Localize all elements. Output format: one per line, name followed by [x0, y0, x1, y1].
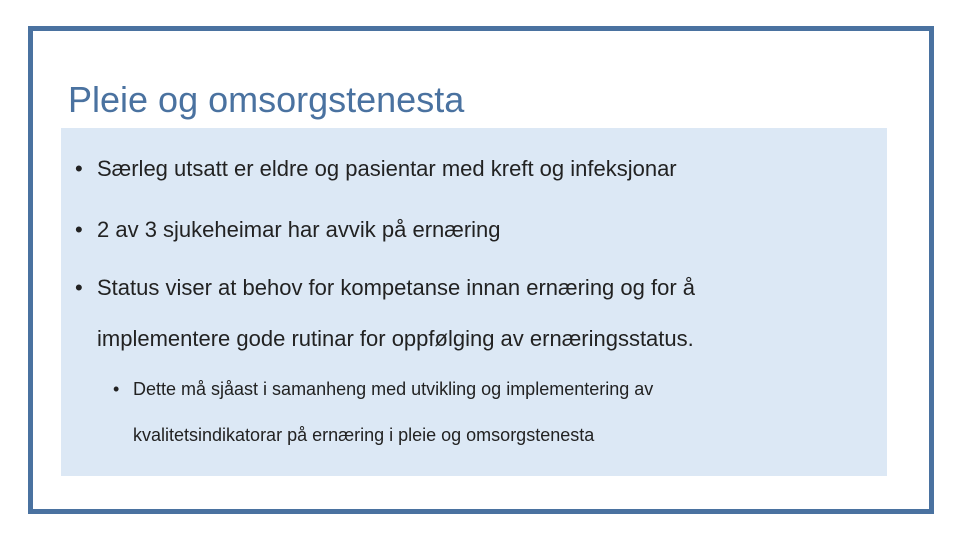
- sub-bullet-text: Dette må sjåast i samanheng med utvikling og implementering av: [133, 379, 654, 399]
- slide-title: Pleie og omsorgstenesta: [68, 79, 465, 120]
- sub-bullet-item: [113, 379, 653, 400]
- bullet-glyph: •: [75, 156, 83, 181]
- bullet-item: [75, 156, 677, 182]
- sub-bullet-text-continuation: kvalitetsindikatorar på ernæring i pleie og omsorgstenesta: [133, 425, 595, 445]
- bullet-text: 2 av 3 sjukeheimar har avvik på ernæring: [97, 217, 501, 242]
- bullet-glyph: •: [113, 379, 120, 399]
- content-box: [61, 128, 887, 476]
- bullet-glyph: •: [75, 217, 83, 242]
- bullet-item: [75, 275, 695, 301]
- bullet-glyph: •: [75, 275, 83, 300]
- bullet-text: Status viser at behov for kompetanse innan ernæring og for å: [97, 275, 696, 300]
- bullet-text-continuation: implementere gode rutinar for oppfølging av ernæringsstatus.: [97, 326, 694, 351]
- bullet-text: Særleg utsatt er eldre og pasientar med kreft og infeksjonar: [97, 156, 677, 181]
- bullet-item: [75, 217, 501, 243]
